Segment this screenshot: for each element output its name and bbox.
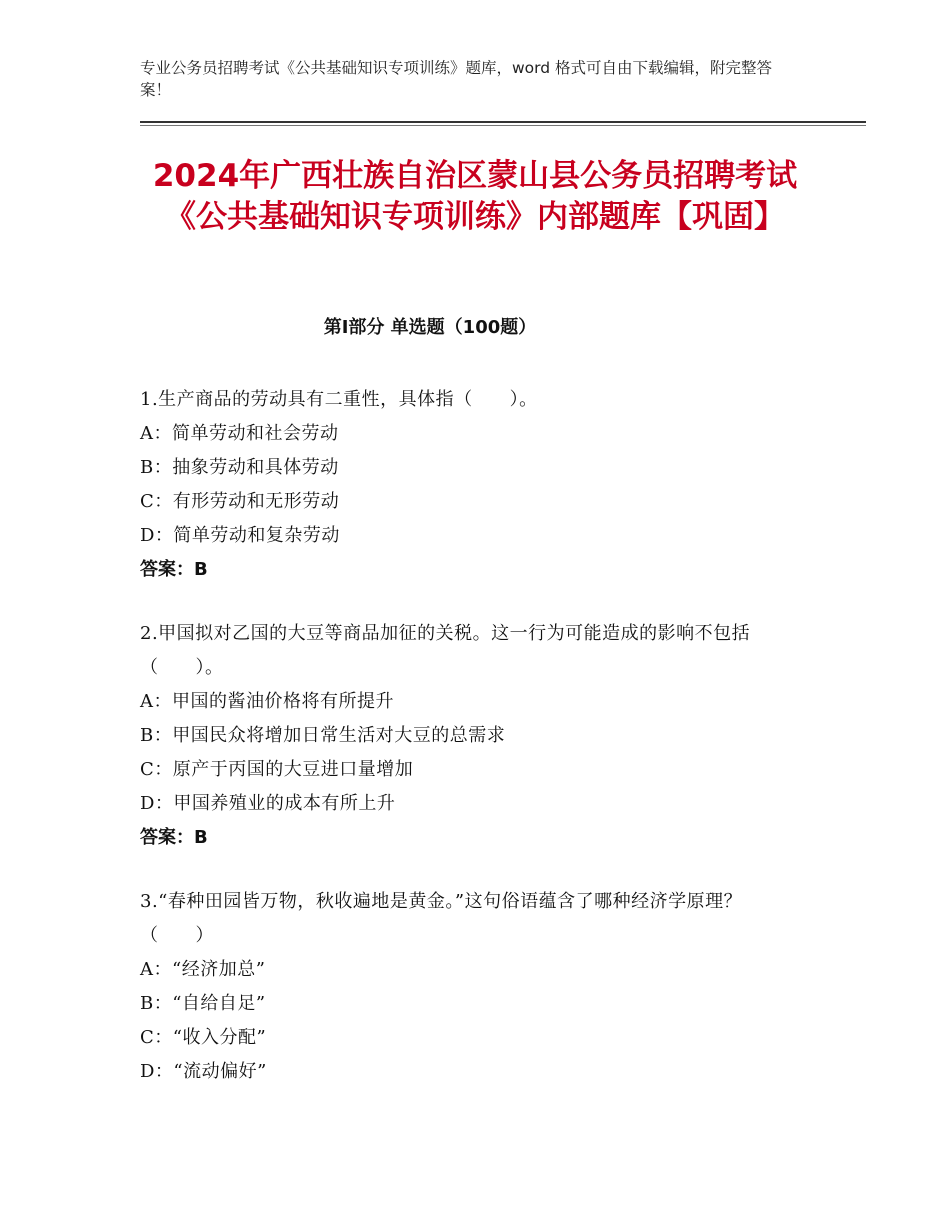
header-divider-thin bbox=[140, 125, 866, 126]
option-a: A：甲国的酱油价格将有所提升 bbox=[140, 691, 394, 712]
header-note: 专业公务员招聘考试《公共基础知识专项训练》题库，word 格式可自由下载编辑，附完整答案！ bbox=[140, 59, 773, 99]
option-c: C：有形劳动和无形劳动 bbox=[140, 491, 340, 512]
option-a: A：“经济加总” bbox=[140, 959, 266, 980]
header-divider-thick bbox=[140, 121, 866, 123]
question-item bbox=[140, 617, 800, 855]
option-a: A：简单劳动和社会劳动 bbox=[140, 423, 339, 444]
question-stem: 3.“春种田园皆万物，秋收遍地是黄金。”这句俗语蕴含了哪种经济学原理？（ ） bbox=[140, 891, 743, 946]
option-d: D：简单劳动和复杂劳动 bbox=[140, 525, 340, 546]
option-b: B：甲国民众将增加日常生活对大豆的总需求 bbox=[140, 725, 506, 746]
question-stem: 1.生产商品的劳动具有二重性，具体指（ ）。 bbox=[140, 389, 538, 410]
option-c: C：原产于丙国的大豆进口量增加 bbox=[140, 759, 414, 780]
document-title: 2024年广西壮族自治区蒙山县公务员招聘考试《公共基础知识专项训练》内部题库【巩固】 bbox=[152, 158, 798, 235]
question-item bbox=[140, 885, 800, 1089]
question-stem: 2.甲国拟对乙国的大豆等商品加征的关税。这一行为可能造成的影响不包括（ ）。 bbox=[140, 623, 751, 678]
option-c: C：“收入分配” bbox=[140, 1027, 267, 1048]
answer-label: 答案：B bbox=[140, 827, 208, 848]
question-item bbox=[140, 383, 800, 587]
question-list bbox=[140, 383, 800, 1119]
answer-label: 答案：B bbox=[140, 559, 208, 580]
section-title: 第Ⅰ部分 单选题（100题） bbox=[323, 317, 537, 338]
option-b: B：抽象劳动和具体劳动 bbox=[140, 457, 339, 478]
option-b: B：“自给自足” bbox=[140, 993, 266, 1014]
option-d: D：“流动偏好” bbox=[140, 1061, 267, 1082]
option-d: D：甲国养殖业的成本有所上升 bbox=[140, 793, 396, 814]
